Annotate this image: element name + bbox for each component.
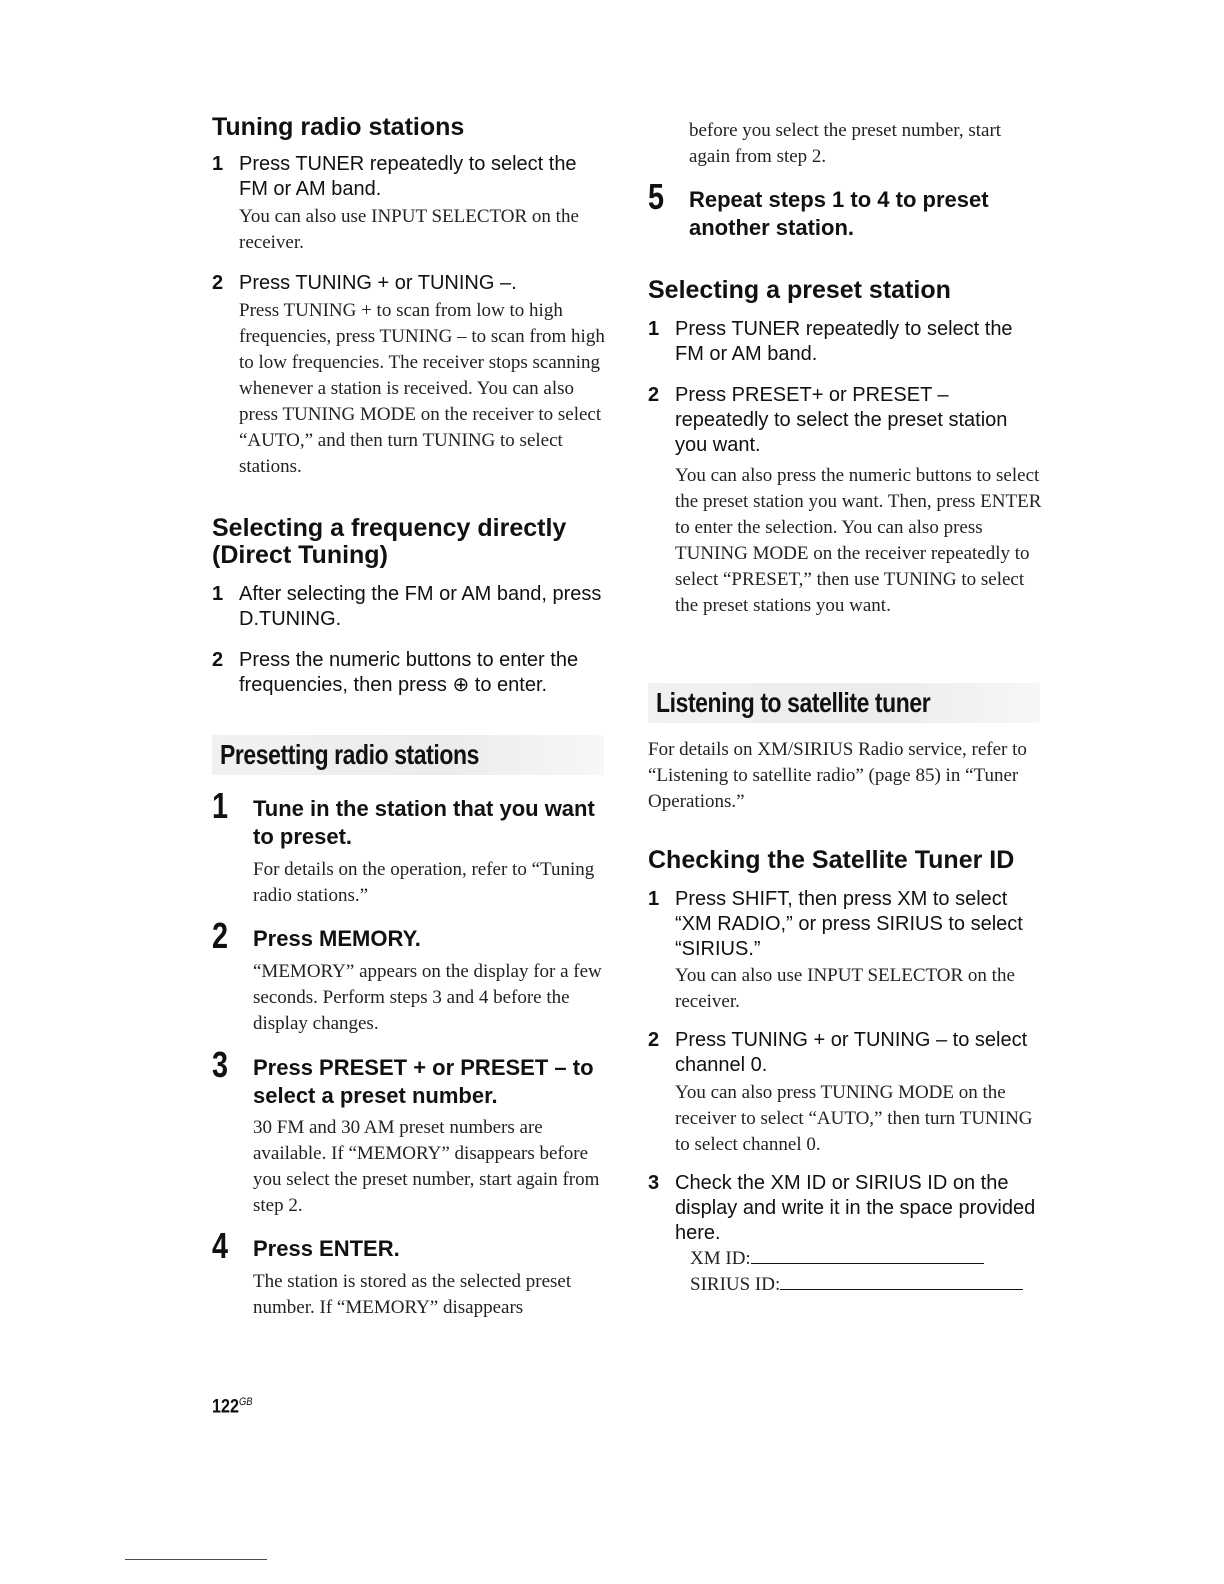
presetting-step-1-number: 1 — [212, 785, 229, 826]
section-title-direct-tuning: Selecting a frequency directly (Direct Tuning) — [212, 514, 567, 569]
selecting-step-2-note: You can also press the numeric buttons to select the preset station you want. Then, press ENTER to enter the selection. You can also press TUNING MODE on the receiver repeatedly to select “PRESET,” then use TUNING to select the preset stations you want. — [675, 465, 1042, 616]
step-number: 1 — [212, 153, 224, 175]
page-number-value: 122 — [212, 1396, 239, 1418]
presetting-step-4-note: The station is stored as the selected preset number. If “MEMORY” disappears — [253, 1271, 572, 1318]
step-instruction: Press TUNER repeatedly to select the FM or AM band. — [239, 153, 577, 200]
presetting-step-1-title: Tune in the station that you want to preset. — [253, 796, 595, 849]
presetting-step-4-number: 4 — [212, 1225, 229, 1266]
xm-id-line — [690, 1245, 1043, 1272]
step-number: 3 — [648, 1172, 660, 1194]
step-instruction: Press TUNING + or TUNING –. — [239, 272, 517, 294]
xm-id-label: XM ID: — [690, 1248, 751, 1269]
step-instruction: Check the XM ID or SIRIUS ID on the display and write it in the space provided here. — [675, 1172, 1036, 1244]
section-band-title: Presetting radio stations — [220, 739, 479, 770]
section-title-selecting-preset: Selecting a preset station — [648, 276, 951, 304]
presetting-step-5-number: 5 — [648, 176, 665, 217]
step-number: 2 — [648, 1029, 660, 1051]
step-instruction: Press SHIFT, then press XM to select “XM RADIO,” or press SIRIUS to select “SIRIUS.” — [675, 888, 1023, 960]
presetting-step-2-note: “MEMORY” appears on the display for a few seconds. Perform steps 3 and 4 before the display changes. — [253, 961, 602, 1034]
sirius-id-label: SIRIUS ID: — [690, 1274, 781, 1295]
checking-step-1-note: You can also use INPUT SELECTOR on the receiver. — [675, 965, 1015, 1012]
enter-circle-icon: ⊕ — [452, 674, 470, 696]
step-number: 2 — [212, 272, 224, 294]
tuning-step-2-note: Press TUNING + to scan from low to high frequencies, press TUNING – to scan from high to low frequencies. The receiver stops scanning whenever a station is received. You can also press TUNING MODE on the receiver to select “AUTO,” and then turn TUNING to select stations. — [239, 300, 605, 477]
section-band-title: Listening to satellite tuner — [656, 687, 931, 718]
page-number-suffix: GB — [238, 1396, 253, 1408]
tuning-step-1-note: You can also use INPUT SELECTOR on the receiver. — [239, 206, 579, 253]
checking-step-2-note: You can also press TUNING MODE on the receiver to select “AUTO,” then turn TUNING to select channel 0. — [675, 1082, 1033, 1155]
presetting-section-band — [212, 735, 604, 775]
satellite-section-band — [648, 683, 1040, 723]
presetting-step-2-number: 2 — [212, 915, 229, 956]
step-number: 1 — [648, 318, 660, 340]
step-instruction: Press TUNER repeatedly to select the FM or AM band. — [675, 318, 1013, 365]
presetting-step-3-title: Press PRESET + or PRESET – to select a preset number. — [253, 1055, 594, 1108]
step-number: 1 — [648, 888, 660, 910]
presetting-step-4-title: Press ENTER. — [253, 1236, 400, 1261]
step-instruction-end: to enter. — [474, 674, 548, 696]
presetting-step-1-note: For details on the operation, refer to “Tuning radio stations.” — [253, 859, 595, 906]
presetting-step-3-note: 30 FM and 30 AM preset numbers are available. If “MEMORY” disappears before you select the preset number, start again from step 2. — [253, 1117, 600, 1216]
satellite-body: For details on XM/SIRIUS Radio service, refer to “Listening to satellite radio” (page 85) in “Tuner Operations.” — [648, 739, 1027, 812]
step-number: 2 — [648, 384, 660, 406]
step-instruction: Press TUNING + or TUNING – to select channel 0. — [675, 1029, 1028, 1076]
presetting-step-2-title: Press MEMORY. — [253, 926, 421, 951]
section-title-tuning: Tuning radio stations — [212, 113, 465, 141]
step-instruction: Press the numeric buttons to enter the frequencies, then press — [239, 649, 579, 696]
presetting-step-5-title: Repeat steps 1 to 4 to preset another station. — [689, 187, 989, 240]
bottom-rule — [125, 1559, 267, 1560]
step-instruction: Press PRESET+ or PRESET – repeatedly to select the preset station you want. — [675, 384, 1008, 456]
step-number: 2 — [212, 649, 224, 671]
page-number — [212, 1396, 252, 1418]
step-number: 1 — [212, 583, 224, 605]
section-title-checking-id: Checking the Satellite Tuner ID — [648, 846, 1015, 874]
step-instruction: After selecting the FM or AM band, press D.TUNING. — [239, 583, 602, 630]
continued-note: before you select the preset number, start again from step 2. — [689, 120, 1002, 167]
sirius-id-line — [690, 1271, 1043, 1298]
xm-id-blank[interactable] — [751, 1245, 984, 1264]
presetting-step-3-number: 3 — [212, 1044, 229, 1085]
sirius-id-blank[interactable] — [780, 1271, 1023, 1290]
